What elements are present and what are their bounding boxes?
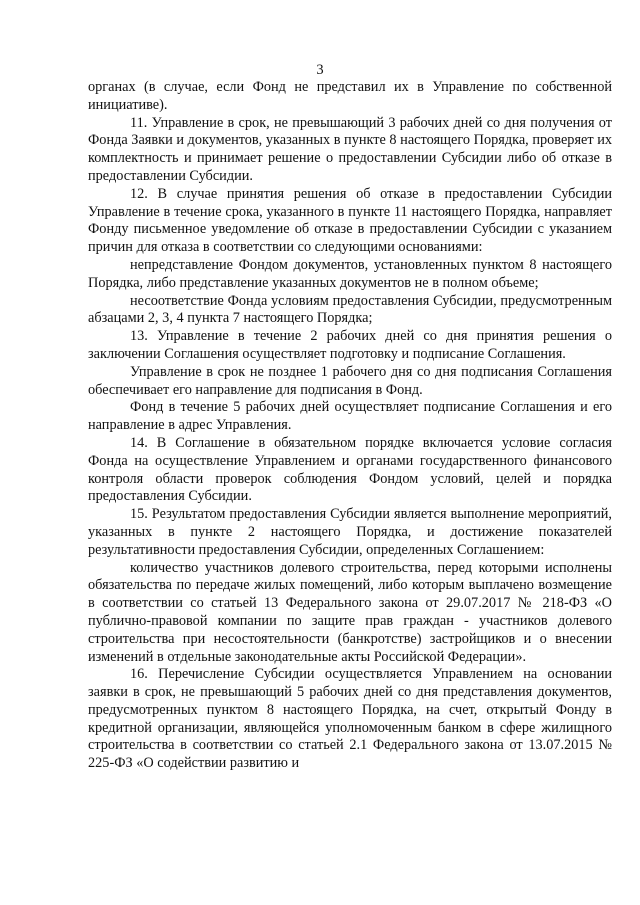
paragraph-item-16: 16. Перечисление Субсидии осуществляется Управлением на основании заявки в срок, не превышающий 5 рабочих дней со дня представления документов, предусмотренных пунктом 8 настоящего Порядка, на счет, открытый Фонду в кредитной организации, являющейся уполномоченным банком в сфере жилищного строительства в соответствии со статьей 2.1 Федерального закона от 13.07.2015 № 225-ФЗ «О содействии развитию и: [88, 666, 612, 772]
paragraph-item-15: 15. Результатом предоставления Субсидии является выполнение мероприятий, указанных в пункте 2 настоящего Порядка, и достижение показателей результативности предоставления Субсидии, определенных Соглашением:: [88, 506, 612, 558]
paragraph-item-12: 12. В случае принятия решения об отказе в предоставлении Субсидии Управление в течение срока, указанного в пункте 11 настоящего Порядка, направляет Фонду письменное уведомление об отказе в предоставлении Субсидии с указанием причин для отказа в соответствии со следующими основаниями:: [88, 185, 612, 256]
paragraph-item-13-signing: Управление в срок не позднее 1 рабочего дня со дня подписания Соглашения обеспечивает его направление для подписания в Фонд.: [88, 363, 612, 398]
paragraph-item-11: 11. Управление в срок, не превышающий 3 рабочих дней со дня получения от Фонда Заявки и документов, указанных в пункте 8 настоящего Порядка, проверяет их комплектность и принимает решение о предоставлении Субсидии либо об отказе в предоставлении Субсидии.: [88, 114, 612, 184]
paragraph-item-14: 14. В Соглашение в обязательном порядке включается условие согласия Фонда на осуществление Управлением и органами государственного финансового контроля области проверок соблюдения Фондом условий, целей и порядка предоставления Субсидии.: [88, 434, 612, 505]
page-number: 3: [316, 62, 324, 78]
paragraph-reason-2: несоответствие Фонда условиям предоставления Субсидии, предусмотренным абзацами 2, 3, 4 пункта 7 настоящего Порядка;: [88, 292, 612, 327]
paragraph-item-15-indicator: количество участников долевого строительства, перед которыми исполнены обязательства по передаче жилых помещений, либо которым выплачено возмещение в соответствии со статьей 13 Федерального закона от 29.07.2017 № 218-ФЗ «О публично-правовой компании по защите прав граждан - участников долевого строительства при несостоятельности (банкротстве) застройщиков и о внесении изменений в отдельные законодательные акты Российской Федерации».: [88, 559, 612, 665]
paragraph-reason-1: непредставление Фондом документов, установленных пунктом 8 настоящего Порядка, либо представление указанных документов не в полном объеме;: [88, 256, 612, 291]
paragraph-continuation: органах (в случае, если Фонд не представил их в Управление по собственной инициативе).: [88, 79, 612, 113]
paragraph-item-13-fund: Фонд в течение 5 рабочих дней осуществляет подписание Соглашения и его направление в адрес Управления.: [88, 399, 612, 434]
paragraph-item-13: 13. Управление в течение 2 рабочих дней со дня принятия решения о заключении Соглашения осуществляет подготовку и подписание Соглашения.: [88, 328, 612, 362]
document-body: [88, 79, 612, 773]
